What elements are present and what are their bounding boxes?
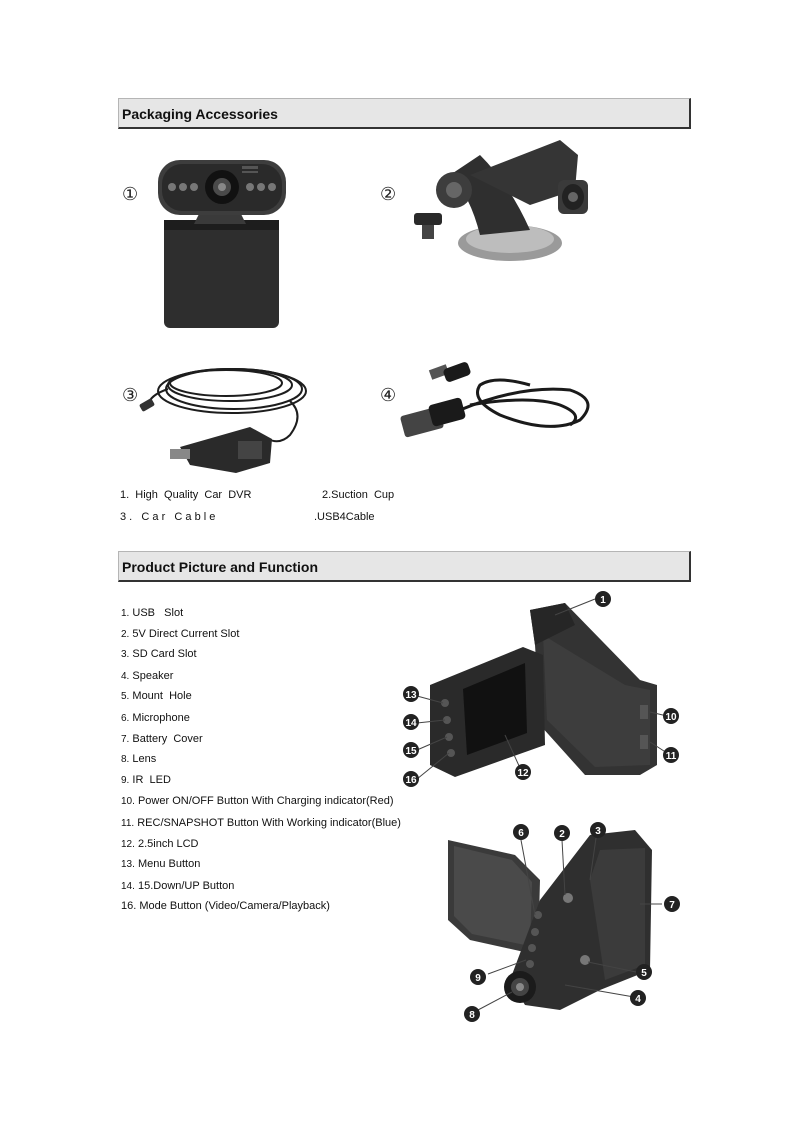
svg-text:5: 5 <box>641 968 647 979</box>
callout-5 <box>636 964 652 980</box>
car-dvr-image <box>150 150 290 335</box>
svg-text:8: 8 <box>469 1010 475 1021</box>
svg-text:14: 14 <box>405 718 417 729</box>
callout-11 <box>663 747 679 763</box>
callout-8 <box>464 1006 480 1022</box>
callout-1 <box>595 591 611 607</box>
callout-4 <box>630 990 646 1006</box>
car-cable-image <box>140 355 310 475</box>
function-item-3: 3. SD Card Slot <box>121 648 197 660</box>
svg-text:10: 10 <box>665 712 677 723</box>
function-item-6: 6. Microphone <box>121 712 190 724</box>
callout-9 <box>470 969 486 985</box>
function-item-1: 1. USB Slot <box>121 607 184 619</box>
svg-text:4: 4 <box>635 994 641 1005</box>
callout-15 <box>403 742 419 758</box>
section-header-product: Product Picture and Function <box>118 551 691 582</box>
function-item-12: 12. 2.5inch LCD <box>121 838 199 850</box>
svg-text:7: 7 <box>669 900 675 911</box>
marker-4: ④ <box>380 385 397 406</box>
usb-cable-image <box>400 355 600 445</box>
callout-7 <box>664 896 680 912</box>
section-header-packaging: Packaging Accessories <box>118 98 691 129</box>
svg-text:12: 12 <box>517 768 529 779</box>
function-item-2: 2. 5V Direct Current Slot <box>121 628 240 640</box>
callout-13 <box>403 686 419 702</box>
function-item-7: 7. Battery Cover <box>121 733 203 745</box>
callout-16 <box>403 771 419 787</box>
marker-2: ② <box>380 184 397 205</box>
function-item-8: 8. Lens <box>121 753 157 765</box>
callout-10 <box>663 708 679 724</box>
svg-text:2: 2 <box>559 829 565 840</box>
svg-text:16: 16 <box>405 775 417 786</box>
svg-text:3: 3 <box>595 826 601 837</box>
marker-1: ① <box>122 184 139 205</box>
function-item-5: 5. Mount Hole <box>121 690 192 702</box>
svg-text:15: 15 <box>405 746 417 757</box>
callout-6 <box>513 824 529 840</box>
callout-12 <box>515 764 531 780</box>
function-item-4: 4. Speaker <box>121 670 174 682</box>
callout-2 <box>554 825 570 841</box>
product-diagram-front <box>395 585 690 790</box>
function-item-10: 10. Power ON/OFF Button With Charging indicator(Red) <box>121 795 394 807</box>
function-item-16: 16. Mode Button (Video/Camera/Playback) <box>121 900 330 912</box>
product-diagram-side <box>440 820 685 1025</box>
svg-text:1: 1 <box>600 595 606 606</box>
svg-text:13: 13 <box>405 690 417 701</box>
caption-car-dvr: 1. High Quality Car DVR <box>120 489 252 501</box>
marker-3: ③ <box>122 385 139 406</box>
caption-usb-cable: .USB4Cable <box>314 511 375 523</box>
callout-14 <box>403 714 419 730</box>
function-item-9: 9. IR LED <box>121 774 171 786</box>
svg-text:6: 6 <box>518 828 524 839</box>
svg-text:9: 9 <box>475 973 481 984</box>
suction-cup-image <box>410 135 600 265</box>
function-item-14: 14. 15.Down/UP Button <box>121 880 235 892</box>
callout-3 <box>590 822 606 838</box>
function-item-13: 13. Menu Button <box>121 858 201 870</box>
caption-car-cable: 3 . C a r C a b l e <box>120 511 216 523</box>
function-item-11: 11. REC/SNAPSHOT Button With Working indicator(Blue) <box>121 817 401 829</box>
caption-suction-cup: 2.Suction Cup <box>322 489 395 501</box>
svg-text:11: 11 <box>665 751 677 762</box>
